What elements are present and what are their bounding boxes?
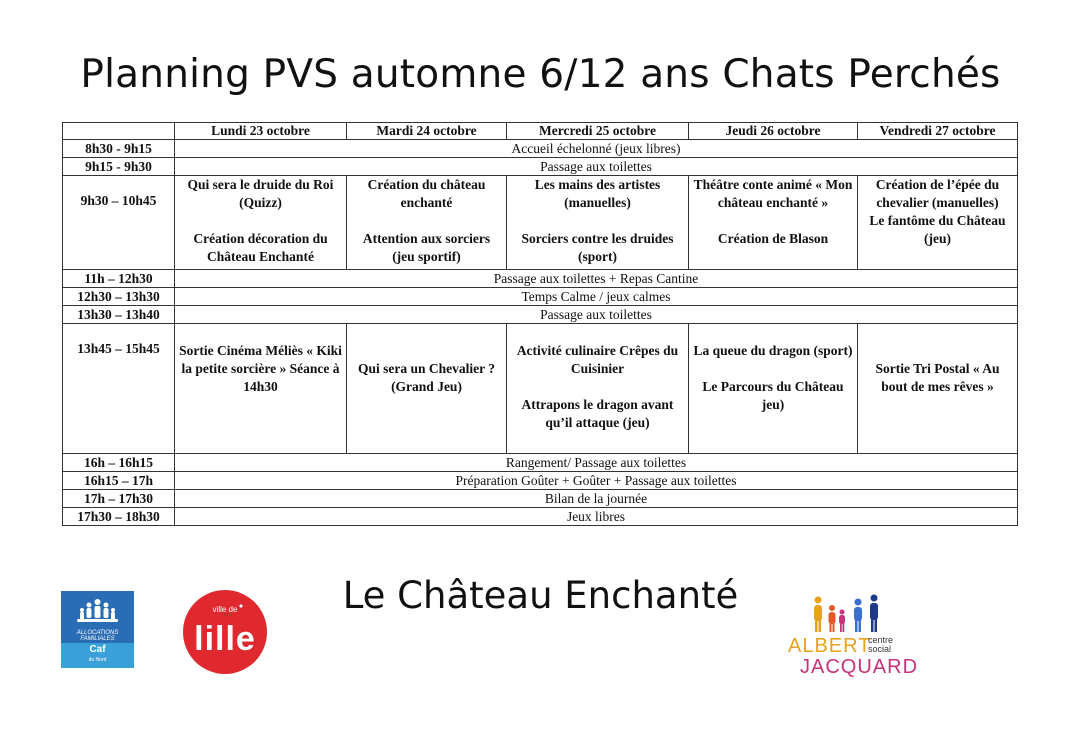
- albert-jacquard-logo: [788, 594, 919, 684]
- activity-morning: Théâtre conte animé « Mon château enchanté »: [693, 177, 853, 210]
- activity-late-morning: Création de Blason: [717, 231, 829, 246]
- time-slot: 11h – 12h30: [63, 270, 175, 288]
- activity-cell: Passage aux toilettes: [175, 306, 1018, 324]
- activity-morning: Création du château enchanté: [367, 177, 486, 210]
- time-slot: 13h30 – 13h40: [63, 306, 175, 324]
- activity-morning: Les mains des artistes (manuelles): [534, 177, 661, 210]
- time-slot: 9h15 - 9h30: [63, 158, 175, 176]
- header-day: Mercredi 25 octobre: [507, 123, 689, 140]
- activity-cell: Bilan de la journée: [175, 490, 1018, 508]
- time-slot: [63, 176, 175, 270]
- lille-name: lille: [194, 620, 256, 658]
- table-row: [63, 306, 1018, 324]
- caf-logo: [61, 591, 134, 668]
- header-day: Mardi 24 octobre: [347, 123, 507, 140]
- activity-cell: [689, 324, 858, 454]
- activity-cell: Temps Calme / jeux calmes: [175, 288, 1018, 306]
- time-slot: [63, 324, 175, 454]
- activity-cell: Passage aux toilettes + Repas Cantine: [175, 270, 1018, 288]
- activity-afternoon: Qui sera un Chevalier ? (Grand Jeu): [357, 361, 495, 394]
- table-row: [63, 454, 1018, 472]
- table-row: [63, 176, 1018, 270]
- centre-word: centre: [868, 635, 894, 645]
- family-figures-icon: [61, 597, 134, 627]
- lille-top: ville de: [212, 605, 238, 614]
- activity-cell: [175, 324, 347, 454]
- activity-cell: Jeux libres: [175, 508, 1018, 526]
- theme-title: Le Château Enchanté: [342, 574, 739, 617]
- header-day: Jeudi 26 octobre: [689, 123, 858, 140]
- jacquard-word: JACQUARD: [800, 656, 919, 678]
- header-day: Vendredi 27 octobre: [858, 123, 1018, 140]
- activity-morning: Qui sera le druide du Roi (Quizz): [187, 177, 334, 210]
- activity-cell: Passage aux toilettes: [175, 158, 1018, 176]
- activity-cell: [347, 176, 507, 270]
- activity-afternoon: Activité culinaire Crêpes du Cuisinier: [516, 343, 679, 376]
- activity-late-afternoon: Attrapons le dragon avant qu’il attaque (jeu): [521, 397, 674, 430]
- table-row: [63, 140, 1018, 158]
- table-row: [63, 288, 1018, 306]
- activity-cell: [858, 324, 1018, 454]
- schedule-table: [62, 122, 1018, 526]
- caf-word: Caf: [89, 644, 106, 655]
- time-slot: 17h – 17h30: [63, 490, 175, 508]
- header-row: [63, 123, 1018, 140]
- page-title: Planning PVS automne 6/12 ans Chats Perchés: [80, 52, 1001, 97]
- activity-afternoon: Sortie Tri Postal « Au bout de mes rêves »: [875, 361, 1000, 394]
- time-slot: 16h – 16h15: [63, 454, 175, 472]
- time-slot: 8h30 - 9h15: [63, 140, 175, 158]
- activity-cell: Préparation Goûter + Goûter + Passage aux toilettes: [175, 472, 1018, 490]
- social-word: social: [868, 644, 892, 654]
- activity-late-afternoon: Le Parcours du Château jeu): [702, 379, 844, 412]
- centre-social-label: [868, 636, 893, 654]
- time-slot: 17h30 – 18h30: [63, 508, 175, 526]
- time-label: 9h30 – 10h45: [80, 193, 157, 208]
- table-row: [63, 472, 1018, 490]
- albert-word: ALBERT: [788, 635, 872, 657]
- activity-cell: [175, 176, 347, 270]
- table-row: [63, 158, 1018, 176]
- time-label: 13h45 – 15h45: [77, 341, 160, 356]
- activity-cell: [858, 176, 1018, 270]
- activity-late-morning: Création décoration du Château Enchanté: [193, 231, 328, 264]
- activity-cell: [689, 176, 858, 270]
- activity-late-morning: Le fantôme du Château (jeu): [869, 213, 1006, 246]
- activity-cell: [507, 324, 689, 454]
- header-empty: [63, 123, 175, 140]
- people-icon: [808, 594, 888, 634]
- activity-cell: [507, 176, 689, 270]
- activity-afternoon: La queue du dragon (sport): [693, 343, 853, 358]
- activity-cell: Accueil échelonné (jeux libres): [175, 140, 1018, 158]
- activity-cell: [347, 324, 507, 454]
- activity-cell: Rangement/ Passage aux toilettes: [175, 454, 1018, 472]
- table-row: [63, 490, 1018, 508]
- time-slot: 16h15 – 17h: [63, 472, 175, 490]
- table-row: [63, 270, 1018, 288]
- table-row: [63, 324, 1018, 454]
- caf-line1: ALLOCATIONS FAMILIALES: [76, 630, 119, 642]
- table-row: [63, 508, 1018, 526]
- lille-logo: [183, 590, 267, 674]
- time-slot: 12h30 – 13h30: [63, 288, 175, 306]
- activity-afternoon: Sortie Cinéma Méliès « Kiki la petite sorcière » Séance à 14h30: [179, 343, 342, 394]
- header-day: Lundi 23 octobre: [175, 123, 347, 140]
- activity-morning: Création de l’épée du chevalier (manuelles): [875, 177, 1000, 210]
- activity-late-morning: Attention aux sorciers (jeu sportif): [362, 231, 491, 264]
- caf-region: du Nord: [88, 657, 107, 663]
- activity-late-morning: Sorciers contre les druides (sport): [521, 231, 674, 264]
